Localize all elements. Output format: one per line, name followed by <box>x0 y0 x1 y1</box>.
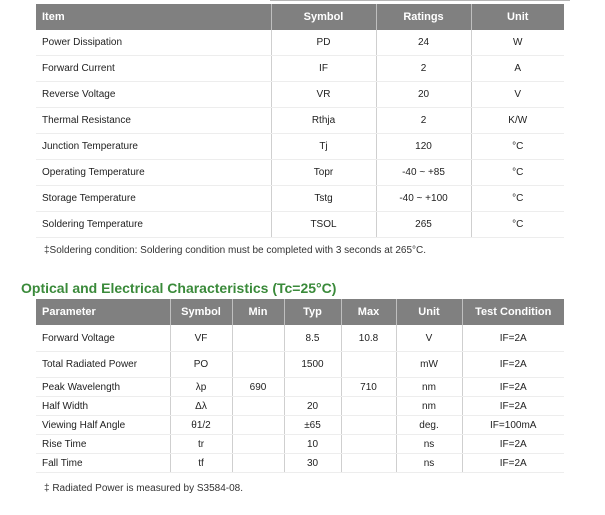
header-min: Min <box>232 299 284 325</box>
cell-typ: 20 <box>284 397 341 416</box>
table-header-row <box>36 4 564 30</box>
cell-max: 10.8 <box>341 325 396 352</box>
cell-max <box>341 352 396 378</box>
cell-symbol: tf <box>170 454 232 473</box>
cell-unit: V <box>396 325 462 352</box>
header-unit: Unit <box>471 4 564 30</box>
cell-unit: nm <box>396 397 462 416</box>
cell-test-condition: IF=2A <box>462 325 564 352</box>
cell-unit: °C <box>471 134 564 160</box>
cell-min <box>232 397 284 416</box>
cell-unit: nm <box>396 378 462 397</box>
table-header-row <box>36 299 564 325</box>
cell-rating: -40 ~ +100 <box>376 186 471 212</box>
cell-max <box>341 435 396 454</box>
cell-parameter: Forward Voltage <box>36 325 170 352</box>
table-row <box>36 186 564 212</box>
cell-unit: °C <box>471 160 564 186</box>
cell-unit: mW <box>396 352 462 378</box>
cell-rating: 20 <box>376 82 471 108</box>
cell-parameter: Viewing Half Angle <box>36 416 170 435</box>
cell-typ: 8.5 <box>284 325 341 352</box>
cell-item: Power Dissipation <box>36 30 271 56</box>
header-symbol: Symbol <box>271 4 376 30</box>
header-parameter: Parameter <box>36 299 170 325</box>
top-rule <box>270 0 570 1</box>
cell-test-condition: IF=2A <box>462 454 564 473</box>
cell-symbol: Δλ <box>170 397 232 416</box>
cell-item: Storage Temperature <box>36 186 271 212</box>
cell-typ: 10 <box>284 435 341 454</box>
cell-rating: 24 <box>376 30 471 56</box>
table-row <box>36 435 564 454</box>
header-item: Item <box>36 4 271 30</box>
cell-unit: deg. <box>396 416 462 435</box>
cell-symbol: PD <box>271 30 376 56</box>
table-row <box>36 352 564 378</box>
section-title: Optical and Electrical Characteristics (Tc=25°C) <box>21 280 337 296</box>
header-typ: Typ <box>284 299 341 325</box>
cell-max: 710 <box>341 378 396 397</box>
cell-symbol: Topr <box>271 160 376 186</box>
cell-item: Junction Temperature <box>36 134 271 160</box>
cell-max <box>341 454 396 473</box>
cell-parameter: Fall Time <box>36 454 170 473</box>
table-row <box>36 212 564 238</box>
header-max: Max <box>341 299 396 325</box>
header-symbol: Symbol <box>170 299 232 325</box>
cell-unit: W <box>471 30 564 56</box>
table-row <box>36 160 564 186</box>
table-row <box>36 454 564 473</box>
cell-parameter: Rise Time <box>36 435 170 454</box>
cell-typ: 1500 <box>284 352 341 378</box>
cell-symbol: Tj <box>271 134 376 160</box>
header-ratings: Ratings <box>376 4 471 30</box>
cell-symbol: tr <box>170 435 232 454</box>
cell-unit: °C <box>471 212 564 238</box>
cell-item: Forward Current <box>36 56 271 82</box>
cell-test-condition: IF=2A <box>462 378 564 397</box>
cell-item: Thermal Resistance <box>36 108 271 134</box>
cell-unit: ns <box>396 435 462 454</box>
cell-symbol: TSOL <box>271 212 376 238</box>
cell-unit: ns <box>396 454 462 473</box>
table-row <box>36 56 564 82</box>
cell-symbol: PO <box>170 352 232 378</box>
cell-item: Operating Temperature <box>36 160 271 186</box>
cell-min <box>232 325 284 352</box>
table-row <box>36 378 564 397</box>
absolute-ratings-table <box>36 4 564 238</box>
cell-min: 690 <box>232 378 284 397</box>
cell-symbol: VF <box>170 325 232 352</box>
header-unit: Unit <box>396 299 462 325</box>
optical-characteristics-table <box>36 299 564 473</box>
cell-symbol: λp <box>170 378 232 397</box>
table-row <box>36 416 564 435</box>
cell-rating: 265 <box>376 212 471 238</box>
cell-min <box>232 352 284 378</box>
cell-typ <box>284 378 341 397</box>
cell-parameter: Half Width <box>36 397 170 416</box>
cell-symbol: Tstg <box>271 186 376 212</box>
cell-symbol: IF <box>271 56 376 82</box>
cell-unit: V <box>471 82 564 108</box>
cell-test-condition: IF=2A <box>462 397 564 416</box>
cell-rating: 2 <box>376 108 471 134</box>
cell-item: Soldering Temperature <box>36 212 271 238</box>
cell-item: Reverse Voltage <box>36 82 271 108</box>
cell-test-condition: IF=100mA <box>462 416 564 435</box>
cell-rating: -40 ~ +85 <box>376 160 471 186</box>
cell-rating: 2 <box>376 56 471 82</box>
cell-typ: 30 <box>284 454 341 473</box>
table-row <box>36 30 564 56</box>
cell-symbol: VR <box>271 82 376 108</box>
cell-rating: 120 <box>376 134 471 160</box>
cell-symbol: θ1/2 <box>170 416 232 435</box>
cell-max <box>341 397 396 416</box>
cell-parameter: Total Radiated Power <box>36 352 170 378</box>
table-row <box>36 134 564 160</box>
table-row <box>36 82 564 108</box>
cell-parameter: Peak Wavelength <box>36 378 170 397</box>
cell-min <box>232 454 284 473</box>
cell-symbol: Rthja <box>271 108 376 134</box>
cell-unit: A <box>471 56 564 82</box>
radiated-power-note: ‡ Radiated Power is measured by S3584-08. <box>44 483 244 494</box>
header-test-condition: Test Condition <box>462 299 564 325</box>
table-row <box>36 108 564 134</box>
cell-min <box>232 416 284 435</box>
cell-unit: °C <box>471 186 564 212</box>
table-row <box>36 325 564 352</box>
cell-test-condition: IF=2A <box>462 352 564 378</box>
soldering-note: ‡Soldering condition: Soldering condition must be completed with 3 seconds at 265°C. <box>44 245 427 256</box>
cell-max <box>341 416 396 435</box>
cell-unit: K/W <box>471 108 564 134</box>
cell-min <box>232 435 284 454</box>
cell-test-condition: IF=2A <box>462 435 564 454</box>
cell-typ: ±65 <box>284 416 341 435</box>
table-row <box>36 397 564 416</box>
